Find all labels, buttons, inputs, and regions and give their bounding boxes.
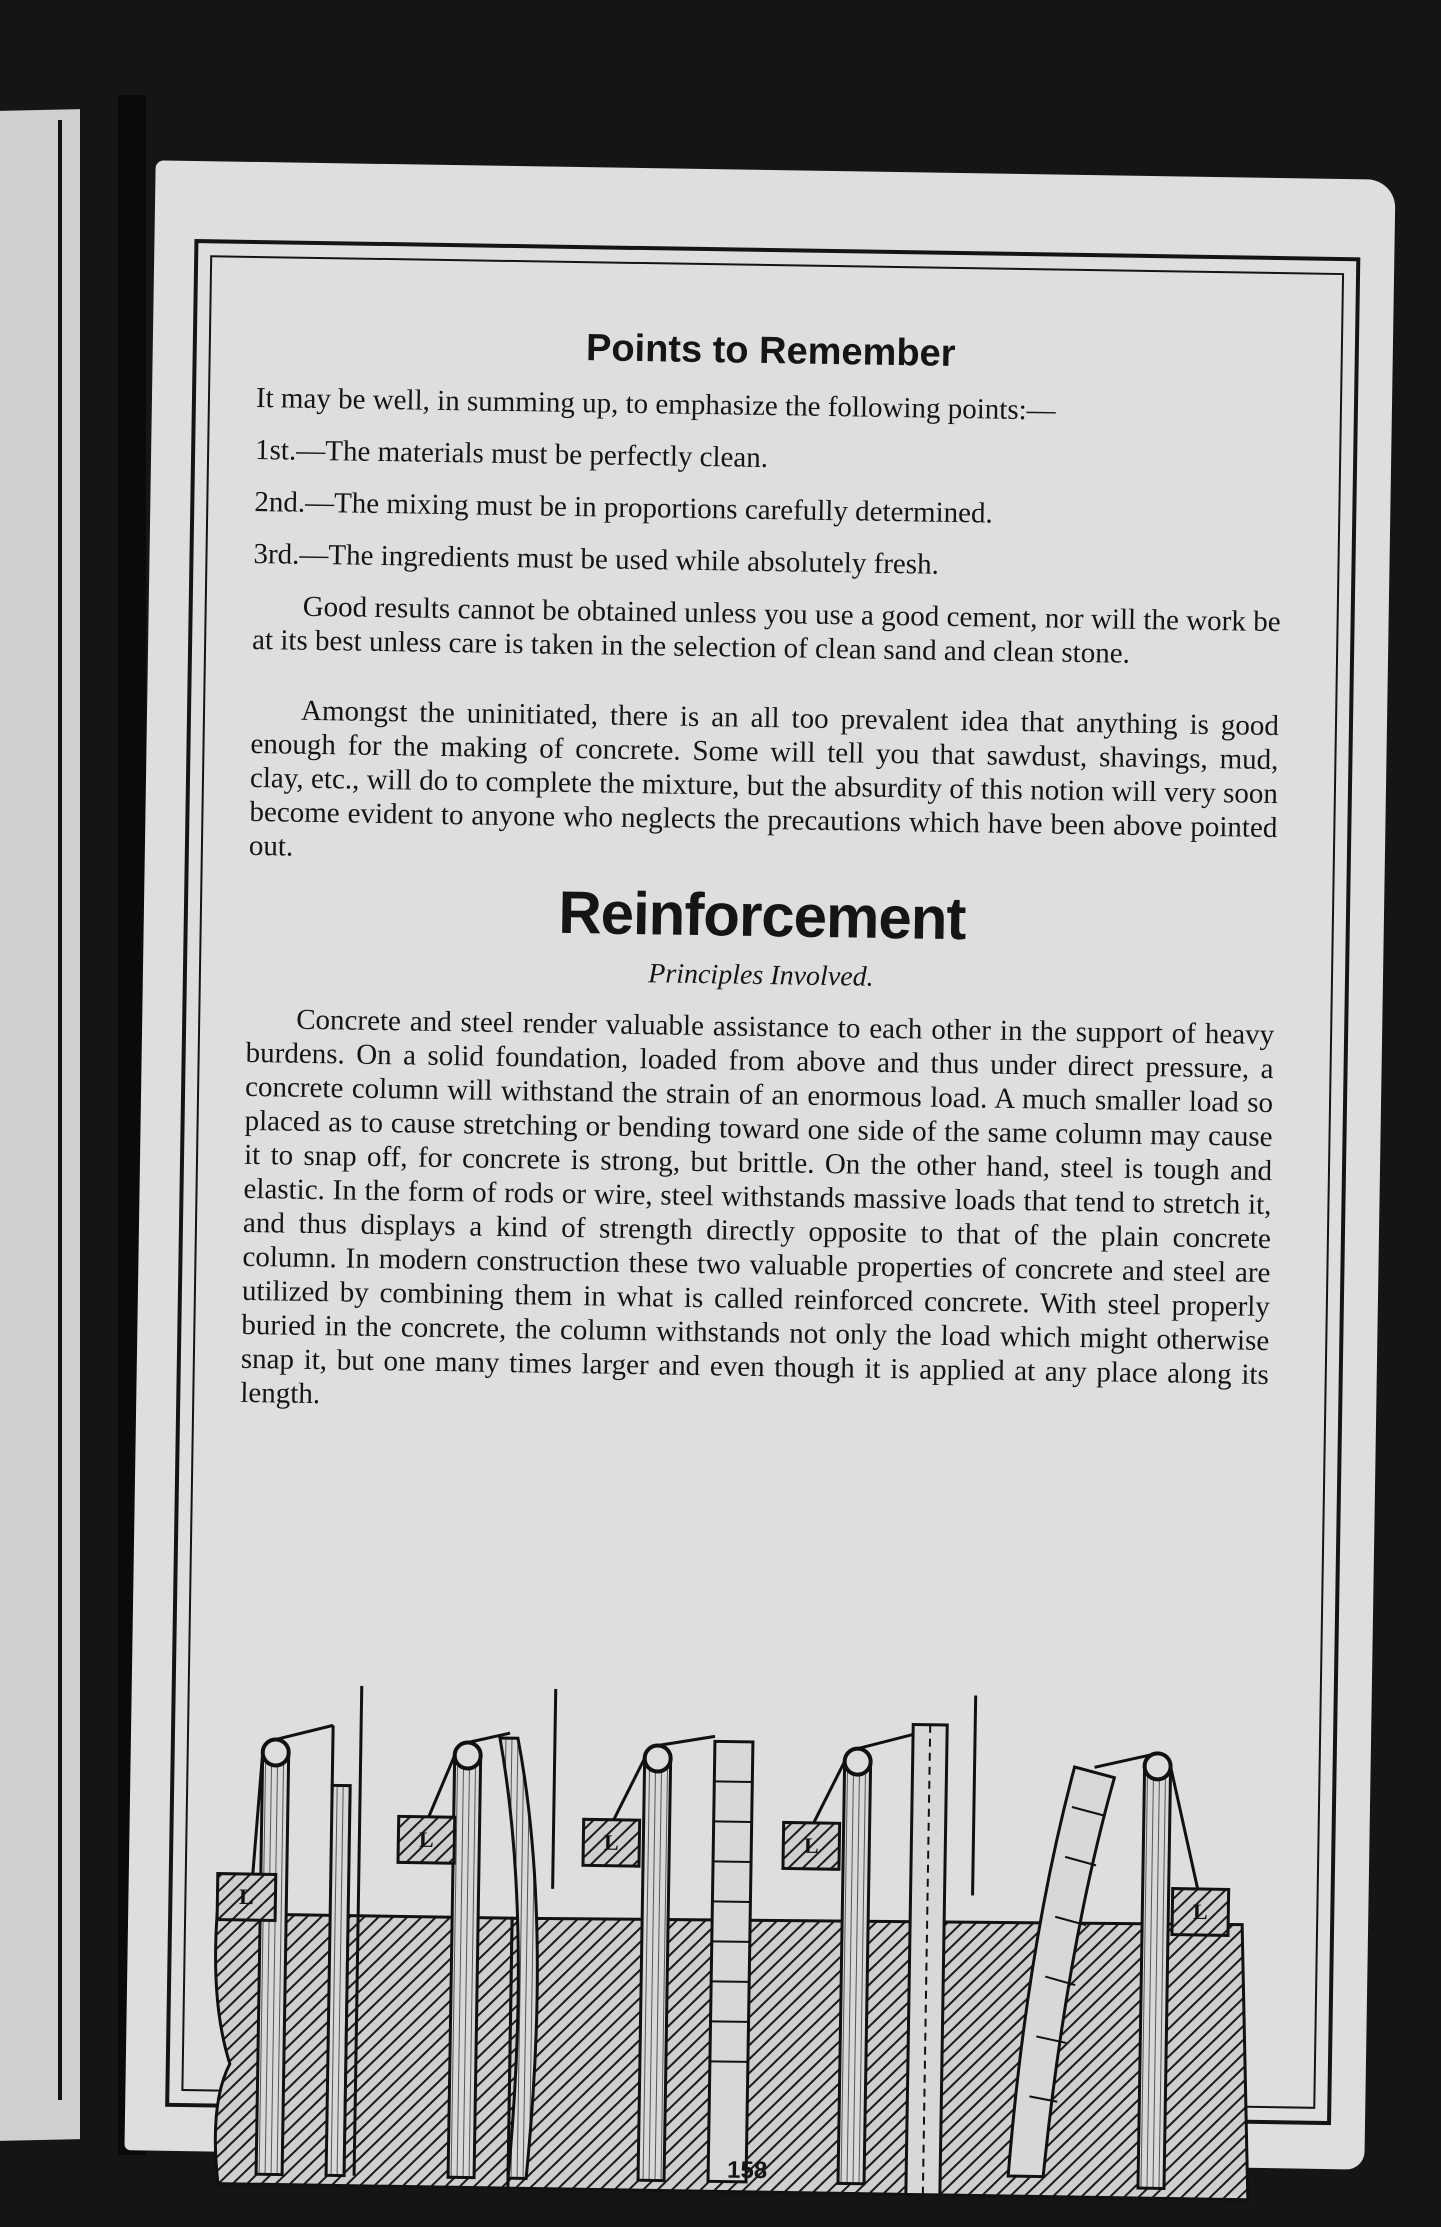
section-heading-points: Points to Remember <box>585 327 956 375</box>
facing-page-border <box>58 120 62 2100</box>
load-label: L <box>238 1883 254 1910</box>
load-label: L <box>1192 1898 1208 1925</box>
point-item-2: 2nd.—The mixing must be in proportions carefully determined. <box>254 485 994 530</box>
load-label: L <box>603 1829 619 1855</box>
load-label: L <box>803 1832 819 1859</box>
page-content <box>240 322 1285 1436</box>
point-item-1: 1st.—The materials must be perfectly clean. <box>254 433 769 475</box>
paragraph-principles: Concrete and steel render valuable assistance to each other in the support of heavy burdens. On a solid foundation, loaded from above and thus under direct pressure, a concrete column will withstand the strain of an enormous load. A much smaller load so placed as to cause stretching or bending toward one side of the same column may cause it to snap off, for concrete is strong, but brittle. On the other hand, steel is tough and elastic. In the form of rods or wire, steel withstands massive loads that tend to stretch it, and thus displays a kind of strength directly opposite to that of the plain concrete column. In modern construction these two valuable properties of concrete and steel are utilized by combining them in what is called reinforced concrete. With steel properly buried in the concrete, the column withstands not only the load which might otherwise snap it, but one many times larger and even though it is applied at any place along its length. <box>240 1003 1275 1411</box>
intro-text: It may be well, in summing up, to emphasize the following points:— <box>255 381 1056 427</box>
section-subtitle: Principles Involved. <box>647 958 874 993</box>
column-load-illustration <box>208 1684 1266 2220</box>
paragraph-good-results: Good results cannot be obtained unless you use a good cement, nor will the work be at its best unless care is taken in the selection of clean sand and clean stone. <box>251 590 1281 670</box>
page-number: 158 <box>726 2156 768 2185</box>
point-item-3: 3rd.—The ingredients must be used while absolutely fresh. <box>253 537 940 581</box>
paragraph-uninitiated: Amongst the uninitiated, there is an all too prevalent idea that anything is good enough for the making of concrete. Some will tell you that sawdust, shavings, mud, clay, etc., will do to complete the mixture, but the absurdity of this notion will very soon become evident to anyone who neglects the precautions which have been above pointed out. <box>248 694 1280 863</box>
load-label: L <box>418 1826 434 1852</box>
facing-page-edge <box>0 109 80 2141</box>
book-page <box>124 160 1395 2185</box>
section-title-reinforcement: Reinforcement <box>557 878 966 953</box>
page-border-outer <box>165 239 1360 2185</box>
